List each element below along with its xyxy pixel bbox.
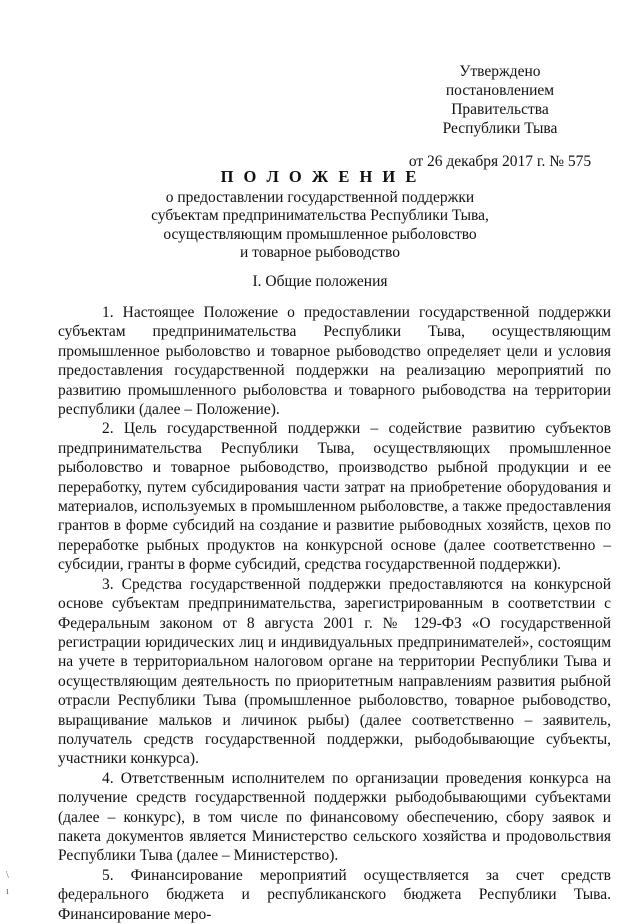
title-line-2: субъектам предпринимательства Республики Тыва, — [151, 207, 489, 224]
title-heading: П О Л О Ж Е Н И Е — [220, 167, 420, 186]
title-line-4: и товарное рыбоводство — [239, 244, 401, 261]
approval-stamp — [400, 62, 600, 171]
approval-line-3: Республики Тыва — [442, 120, 558, 137]
paragraph-2: 2. Цель государственной поддержки – содействие развитию субъектов предпринимательства Республики Тыва, осуществляющих промышленное рыболовство и товарное рыбоводство, производство рыбной продукции и ее переработку, путем субсидирования части затрат на приобретение оборудования и материалов, используемых в промышленном рыболовстве, а также предоставления грантов в форме субсидий на создание и развитие рыбоводных хозяйств, цехов по переработке рыбных продуктов на конкурсной основе (далее соответственно – субсидии, гранты в форме субсидий, средства государственной поддержки). — [58, 420, 611, 574]
document-body — [58, 303, 611, 924]
paragraph-4: 4. Ответственным исполнителем по организации проведения конкурса на получение средств государственной поддержки рыбодобывающими субъектами (далее – конкурс), в том числе по финансовому обеспечению, сбору заявок и пакета документов является Министерство сельского хозяйства и продовольствия Республики Тыва (далее – Министерство). — [58, 769, 611, 865]
section-title: I. Общие положения — [252, 273, 388, 290]
document-title — [90, 168, 550, 263]
paragraph-1: 1. Настоящее Положение о предоставлении государственной поддержки субъектам предпринимательства Республики Тыва, осуществляющим промышленное рыболовство и товарное рыбоводство определяет цели и условия предоставления государственной поддержки на реализацию мероприятий по развитию промышленного рыболовства и товарного рыбоводства на территории республики (далее – Положение). — [58, 304, 611, 419]
title-line-1: о предоставлении государственной поддержки — [165, 188, 475, 206]
approval-date: от 26 декабря 2017 г. № 575 — [408, 153, 592, 170]
approval-line-2: постановлением Правительства — [445, 82, 555, 118]
scan-mark-lower: ı — [6, 886, 9, 897]
scan-mark-upper: \ — [6, 870, 9, 881]
paragraph-5: 5. Финансирование мероприятий осуществляется за счет средств федерального бюджета и республиканского бюджета Республики Тыва. Финансирование меро- — [58, 866, 611, 923]
approval-line-1: Утверждено — [459, 63, 541, 80]
title-line-3: осуществляющим промышленное рыболовство — [163, 225, 477, 243]
paragraph-3: 3. Средства государственной поддержки предоставляются на конкурсной основе субъектам предпринимательства, зарегистрированным в соответствии с Федеральным законом от 8 августа 2001 г. № 129-ФЗ «О государственной регистрации юридических лиц и индивидуальных предпринимателей», состоящим на учете в территориальном налоговом органе на территории Республики Тыва и осуществляющим деятельность по приоритетным направлениям развития рыбной отрасли Республики Тыва (промышленное рыболовство, товарное рыбоводство, выращивание мальков и личинок рыбы) (далее соответственно – заявитель, получатель средств государственной поддержки, рыбодобывающие субъекты, участники конкурса). — [58, 575, 611, 768]
